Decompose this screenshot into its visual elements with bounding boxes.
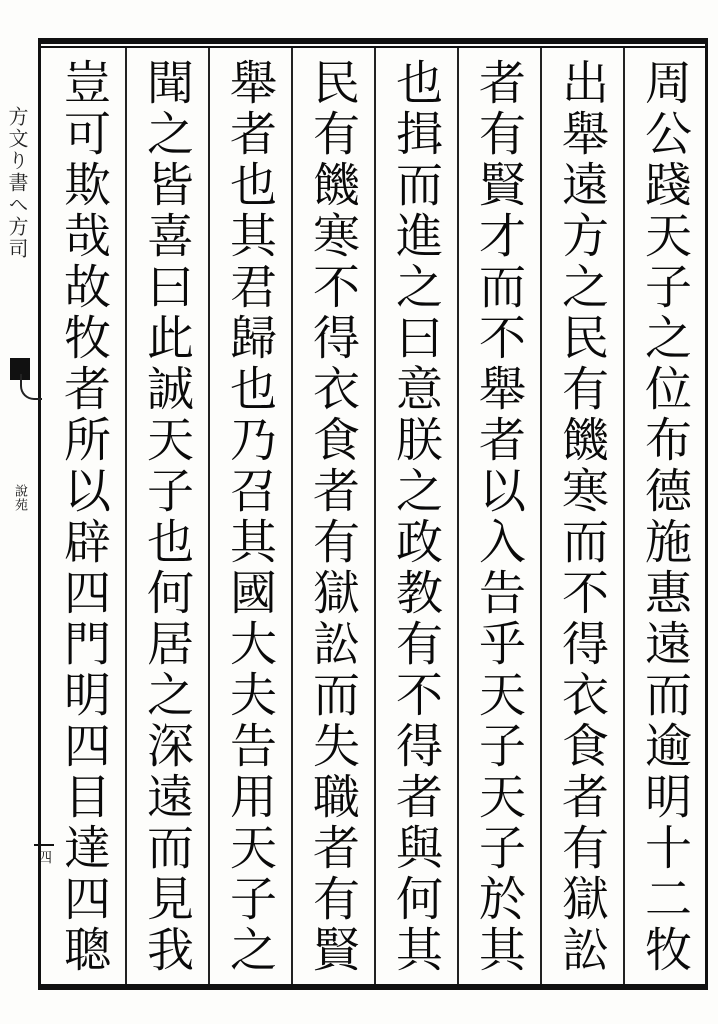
text-column-1: 周公踐天子之位布德施惠遠而逾明十二牧 [623,48,706,984]
text-column-8: 豈可欺哉故牧者所以辟四門明四目達四聰 [56,58,111,976]
frame-bottom-border [38,984,708,990]
text-column-4: 也揖而進之曰意朕之政教有不得者與何其 [374,48,457,984]
frame-top-border [38,38,708,44]
text-column-2: 出舉遠方之民有饑寒而不得衣食者有獄訟 [540,48,623,984]
text-column-5: 民有饑寒不得衣食者有獄訟而失職者有賢 [291,48,374,984]
text-column-3: 者有賢才而不舉者以入告乎天子天子於其 [457,48,540,984]
page-margin [0,44,52,984]
fishtail-curve [20,374,42,400]
text-column-6: 舉者也其君歸也乃召其國大夫告用天子之 [208,48,291,984]
book-title: 說苑 [12,484,27,512]
page-number: 四 [34,844,54,864]
text-columns [42,48,706,984]
text-column-7: 聞之皆喜曰此誠天子也何居之深遠而見我 [125,48,208,984]
margin-marks: 方文り書へ方司 [5,106,29,260]
